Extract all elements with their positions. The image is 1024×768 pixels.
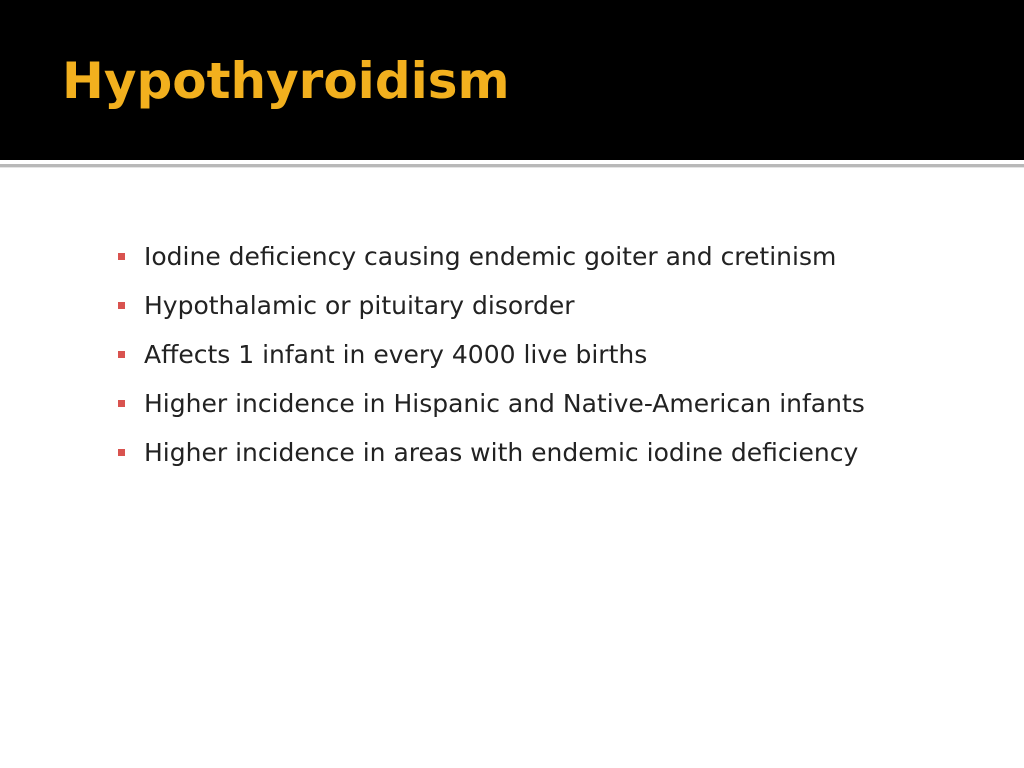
bullet-text: Higher incidence in areas with endemic iodine deficiency xyxy=(144,438,859,467)
bullet-text: Iodine deficiency causing endemic goiter and cretinism xyxy=(144,242,837,271)
bullet-list xyxy=(118,236,1008,481)
title-divider-shadow xyxy=(0,167,1024,168)
bullet-item xyxy=(118,383,1008,432)
square-bullet-icon xyxy=(118,449,125,456)
bullet-item xyxy=(118,236,1008,285)
square-bullet-icon xyxy=(118,302,125,309)
bullet-text: Affects 1 infant in every 4000 live births xyxy=(144,340,648,369)
bullet-item xyxy=(118,432,1008,481)
bullet-item xyxy=(118,334,1008,383)
square-bullet-icon xyxy=(118,253,125,260)
bullet-text: Higher incidence in Hispanic and Native-American infants xyxy=(144,389,865,418)
square-bullet-icon xyxy=(118,351,125,358)
title-bar xyxy=(0,0,1024,160)
bullet-item xyxy=(118,285,1008,334)
bullet-text: Hypothalamic or pituitary disorder xyxy=(144,291,575,320)
square-bullet-icon xyxy=(118,400,125,407)
slide-title: Hypothyroidism xyxy=(62,52,510,110)
